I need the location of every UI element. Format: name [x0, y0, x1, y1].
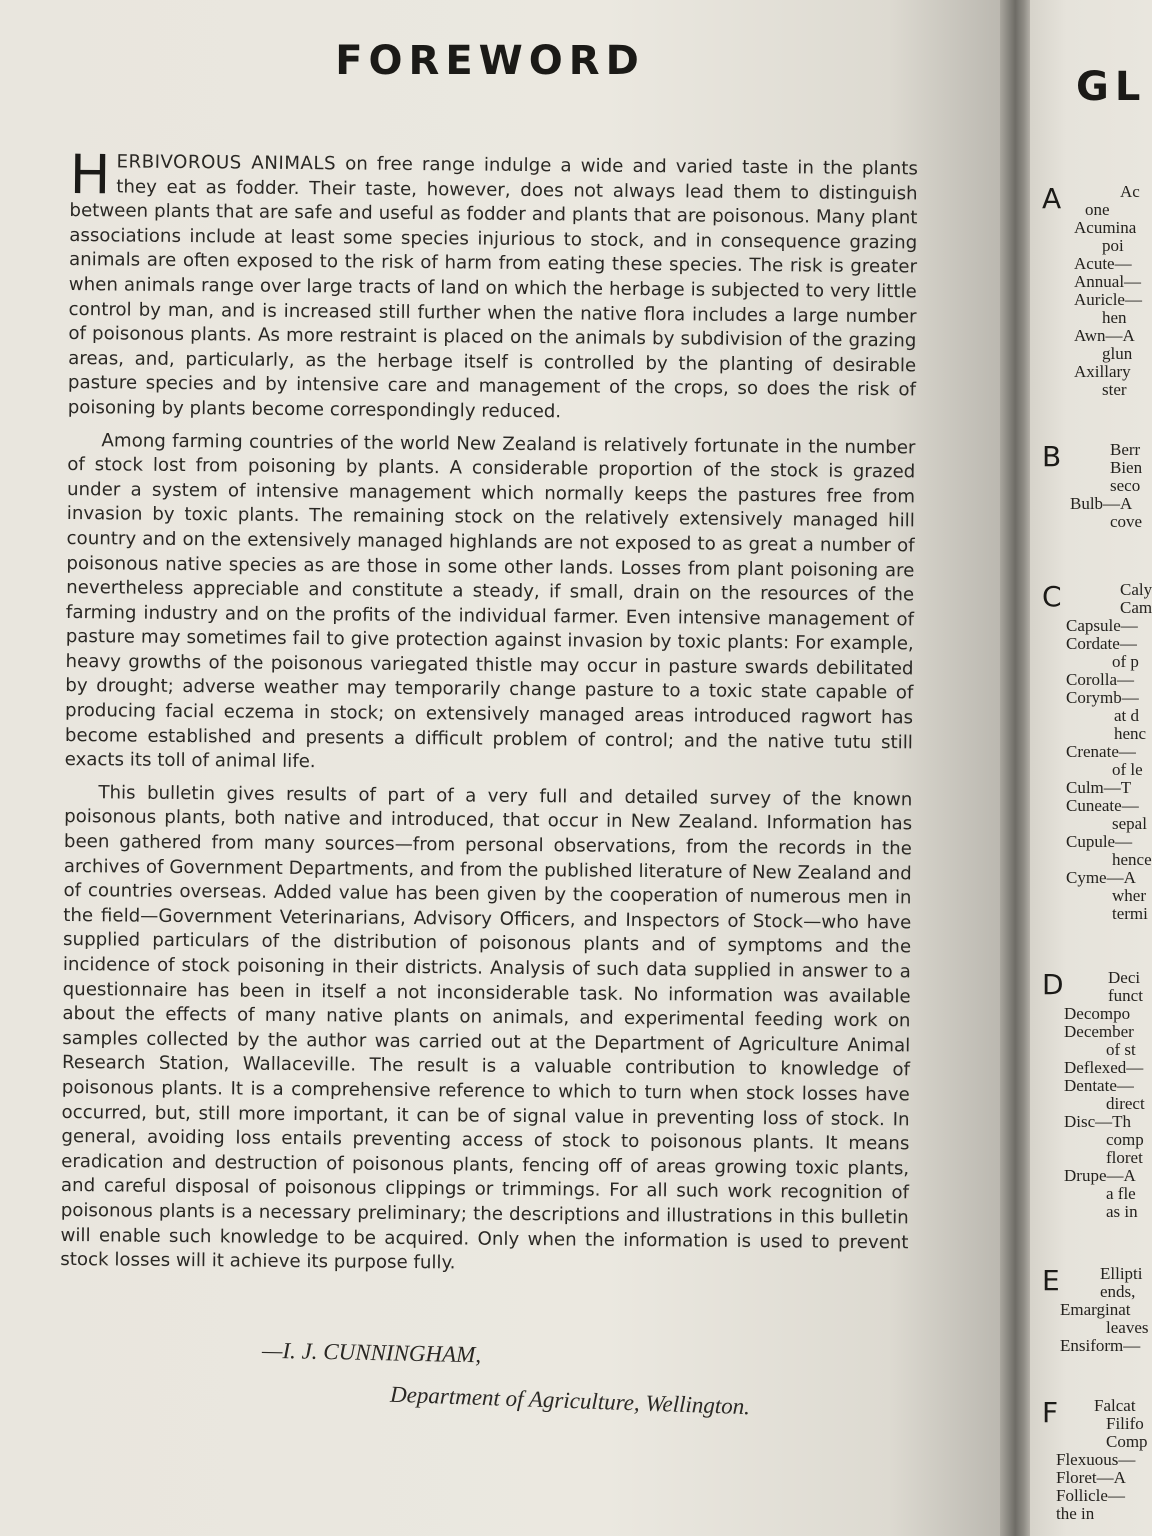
glossary-line: sepal [1112, 814, 1147, 833]
glossary-line: ster [1102, 380, 1127, 399]
glossary-line: Ac [1120, 182, 1140, 201]
glossary-line: Decompo [1064, 1004, 1131, 1023]
glossary-line: Annual— [1074, 272, 1142, 291]
section-letter: F [1042, 1396, 1059, 1429]
glossary-line: of st [1106, 1040, 1136, 1059]
glossary-line: Ensiform— [1060, 1336, 1141, 1355]
glossary-line: cove [1110, 512, 1143, 531]
glossary-line: Cupule— [1066, 832, 1133, 851]
glossary-line: hen [1102, 308, 1127, 327]
glossary-line: Corolla— [1066, 670, 1134, 689]
glossary-line: Flexuous— [1056, 1450, 1136, 1469]
glossary-title: GL [1076, 64, 1147, 110]
section-letter: E [1042, 1264, 1060, 1297]
glossary-line: Axillary [1074, 362, 1131, 381]
glossary-line: henc [1114, 724, 1147, 743]
glossary-line: Deflexed— [1064, 1058, 1144, 1077]
glossary-line: comp [1106, 1130, 1144, 1149]
glossary-line: wher [1112, 886, 1146, 905]
section-letter: C [1042, 580, 1062, 613]
glossary-line: Cordate— [1066, 634, 1137, 653]
author-affiliation: Department of Agriculture, Wellington. [389, 1381, 751, 1420]
glossary-line: Falcat [1094, 1396, 1136, 1415]
glossary-line: Drupe—A [1064, 1166, 1136, 1185]
glossary-line: Emarginat [1060, 1300, 1131, 1319]
glossary-line: Bien [1110, 458, 1143, 477]
glossary-line: Cyme—A [1066, 868, 1136, 887]
glossary-line: Cam [1120, 598, 1152, 617]
glossary-line: floret [1106, 1148, 1143, 1167]
glossary-line: Disc—Th [1064, 1112, 1132, 1131]
glossary-line: seco [1110, 476, 1141, 495]
glossary-line: Capsule— [1066, 616, 1138, 635]
paragraph-2: Among farming countries of the world New Zealand is relatively fortunate in the number of stock lost from poisoning by plants. A considerable proportion of the stock is grazed under a system of intensive management which normally keeps the pastures free from invasion by toxic plants. The remaining stock on the relatively extensively managed hill country and on the extensively managed highlands are not exposed to as great a number of poisonous native species as are those in some other lands. Losses from plant poisoning are nevertheless appreciable and constitute a steady, if small, drain on the resources of the farming industry and on the profits of the individual farmer. Even intensive management of pasture may sometimes fail to give protection against invasion by toxic plants: For example, heavy growths of the poisonous variegated thistle may occur in pasture swards debilitated by drought; adverse weather may temporarily change pasture to a toxic state capable of producing facial eczema in stock; on extensively managed areas introduced ragwort has become established and presents a difficult problem of control; and the native tutu still exacts its toll of animal life. [64, 429, 916, 773]
glossary-line: one [1085, 200, 1110, 219]
glossary-line: Berr [1110, 440, 1141, 459]
glossary-line: ends, [1100, 1282, 1136, 1301]
page-title: FOREWORD [335, 38, 645, 84]
glossary-line: Culm—T [1066, 778, 1132, 797]
glossary-line: at d [1114, 706, 1140, 725]
glossary-line: Caly [1120, 580, 1152, 599]
glossary-line: glun [1102, 344, 1133, 363]
glossary-line: Auricle— [1074, 290, 1142, 309]
section-letter: A [1042, 182, 1062, 215]
lead-in: ERBIVOROUS ANIMALS [116, 151, 337, 175]
glossary-line: Comp [1106, 1432, 1148, 1451]
glossary-line: funct [1108, 986, 1143, 1005]
paragraph-1-text: on free range indulge a wide and varied taste in the plants they eat as fodder. Their taste, however, does not always lead them to distinguish between plants that are safe and useful as fodder and plants that are poisonous. Many plant associations include at least some species injurious to stock, and in consequence grazing animals are often exposed to the risk of harm from eating these species. The risk is greater when animals range over large tracts of land on which the herbage is subjected to very little control by man, and is increased still further when the native flora includes a large number of poisonous plants. As more restraint is placed on the animals by subdivision of the grazing areas, and, particularly, as the herbage itself is controlled by the planting of desirable pasture species and by intensive care and management of the crops, so does the risk of poisoning by plants become correspondingly reduced. [67, 153, 918, 423]
glossary-line: Bulb—A [1070, 494, 1133, 513]
glossary-line: Deci [1108, 968, 1141, 987]
glossary-line: of p [1112, 652, 1139, 671]
glossary-line: Dentate— [1064, 1076, 1134, 1095]
glossary-line: a fle [1106, 1184, 1136, 1203]
glossary-line: the in [1056, 1504, 1095, 1523]
glossary-line: Acute— [1074, 254, 1132, 273]
glossary-line: direct [1106, 1094, 1145, 1113]
foreword-body [60, 143, 918, 1288]
author-signature: —I. J. CUNNINGHAM, [261, 1337, 482, 1368]
glossary-line: Acumina [1074, 218, 1137, 237]
glossary-line: poi [1102, 236, 1124, 255]
glossary-line: Crenate— [1066, 742, 1136, 761]
glossary-line: Ellipti [1100, 1264, 1143, 1283]
glossary-line: Follicle— [1056, 1486, 1125, 1505]
glossary-line: leaves [1106, 1318, 1149, 1337]
book-gutter [1000, 0, 1034, 1536]
glossary-line: as in [1106, 1202, 1138, 1221]
paragraph-1 [67, 143, 918, 428]
paragraph-3: This bulletin gives results of part of a very full and detailed survey of the known poisonous plants, both native and introduced, that occur in New Zealand. Information has been gathered from many sources—from personal observations, from the records in the archives of Government Departments, and from the published literature of New Zealand and of countries overseas. Added value has been given by the cooperation of numerous men in the field—Government Veterinarians, Advisory Officers, and Inspectors of Stock—who have supplied particulars of the distribution of poisonous plants and of symptoms and the incidence of stock poisoning in their districts. Analysis of such data supplied in answer to a questionnaire has been in itself a not inconsiderable task. No information was available about the effects of many native plants on animals, and experimental feeding work on samples collected by the author was carried out at the Department of Agriculture Animal Research Station, Wallaceville. The result is a valuable contribution to knowledge of poisonous plants. It is a comprehensive reference to which to turn when stock losses have occurred, but, still more important, it can be of signal value in preventing loss of stock. In general, avoiding loss entails preventing access of stock to poisonous plants. It means eradication and destruction of poisonous plants, fencing off of areas growing toxic plants, and careful disposal of poisonous clippings or trimmings. For all such work recognition of poisonous plants is a necessary preliminary; the descriptions and illustrations in this bulletin will enable such knowledge to be acquired. Only when the information is used to prevent stock losses will it achieve its purpose fully. [60, 782, 913, 1274]
drop-cap: H [69, 143, 111, 207]
glossary-line: Cuneate— [1066, 796, 1139, 815]
glossary-line: Awn—A [1074, 326, 1135, 345]
glossary-line: Filifo [1106, 1414, 1144, 1433]
section-letter: B [1042, 440, 1062, 473]
glossary-line: of le [1112, 760, 1143, 779]
section-letter: D [1042, 968, 1064, 1001]
glossary-line: December [1064, 1022, 1134, 1041]
right-page [1030, 0, 1152, 1536]
glossary-line: Corymb— [1066, 688, 1139, 707]
glossary-line: termi [1112, 904, 1148, 923]
glossary-line: hence [1112, 850, 1152, 869]
glossary-line: Floret—A [1056, 1468, 1126, 1487]
